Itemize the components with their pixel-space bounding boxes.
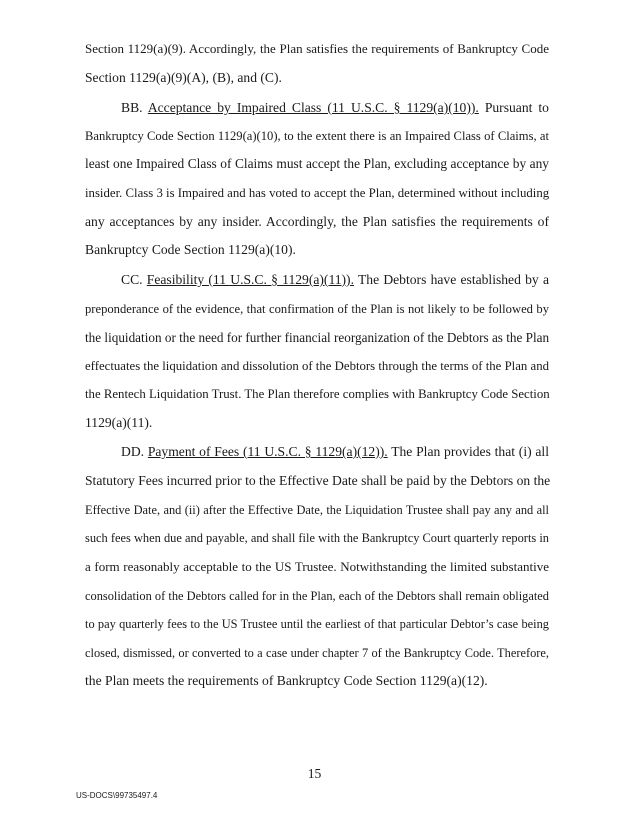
heading-continuation: The Plan provides that (i) all <box>391 444 549 459</box>
section-title: Payment of Fees (11 U.S.C. § 1129(a)(12)). <box>147 444 388 459</box>
paragraph-line: the Plan meets the requirements of Bankruptcy Code Section 1129(a)(12). <box>85 673 488 688</box>
section-heading-dd <box>121 443 549 461</box>
paragraph-line: Statutory Fees incurred prior to the Effective Date shall be paid by the Debtors on the <box>85 473 551 488</box>
heading-continuation: Pursuant to <box>484 100 549 115</box>
paragraph-line: Bankruptcy Code Section 1129(a)(10), to the extent there is an Impaired Class of Claims, at <box>85 129 549 143</box>
paragraph-line: Section 1129(a)(9)(A), (B), and (C). <box>85 70 282 85</box>
paragraph-line: insider. Class 3 is Impaired and has voted to accept the Plan, determined without including <box>85 186 550 200</box>
section-label: BB. <box>121 100 143 115</box>
section-heading-cc <box>121 271 549 289</box>
paragraph-line: Section 1129(a)(9). Accordingly, the Plan satisfies the requirements of Bankruptcy Code <box>85 41 549 56</box>
heading-continuation: The Debtors have established by a <box>357 272 549 287</box>
paragraph-line: effectuates the liquidation and dissolution of the Debtors through the terms of the Plan and <box>85 359 549 373</box>
paragraph-line: a form reasonably acceptable to the US Trustee. Notwithstanding the limited substantive <box>85 559 549 574</box>
paragraph-line: Effective Date, and (ii) after the Effective Date, the Liquidation Trustee shall pay any and all <box>85 503 549 517</box>
section-title: Acceptance by Impaired Class (11 U.S.C. § 1129(a)(10)). <box>147 100 479 115</box>
document-id: US-DOCS\99735497.4 <box>76 791 158 800</box>
paragraph-line: preponderance of the evidence, that confirmation of the Plan is not likely to be followed by <box>85 302 549 316</box>
paragraph-line: closed, dismissed, or converted to a case under chapter 7 of the Bankruptcy Code. Therefore, <box>85 646 549 660</box>
paragraph-line: consolidation of the Debtors called for in the Plan, each of the Debtors shall remain obligated <box>85 589 549 603</box>
paragraph-line: the Rentech Liquidation Trust. The Plan therefore complies with Bankruptcy Code Section <box>85 387 550 401</box>
paragraph-line: such fees when due and payable, and shall file with the Bankruptcy Court quarterly reports in <box>85 531 549 545</box>
paragraph-line: any acceptances by any insider. Accordingly, the Plan satisfies the requirements of <box>85 214 549 229</box>
paragraph-line: 1129(a)(11). <box>85 415 153 430</box>
paragraph-line: least one Impaired Class of Claims must accept the Plan, excluding acceptance by any <box>85 156 549 171</box>
page-number: 15 <box>307 766 322 781</box>
paragraph-line: to pay quarterly fees to the US Trustee until the earliest of that particular Debtor’s case being <box>85 617 549 631</box>
section-label: CC. <box>121 272 143 287</box>
paragraph-line: Bankruptcy Code Section 1129(a)(10). <box>85 242 296 257</box>
section-title: Feasibility (11 U.S.C. § 1129(a)(11)). <box>146 272 354 287</box>
paragraph-line: the liquidation or the need for further financial reorganization of the Debtors as the Plan <box>85 330 550 345</box>
section-label: DD. <box>121 444 145 459</box>
section-heading-bb <box>121 99 549 117</box>
